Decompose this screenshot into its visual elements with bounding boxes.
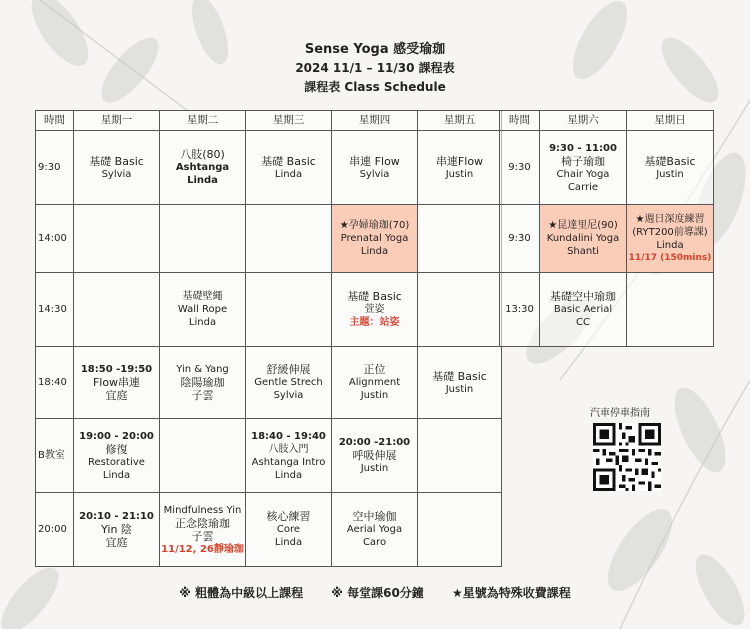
class-time: 18:50 -19:50 [80,364,153,375]
col-header-time: 時間 [36,111,74,131]
table-row-1430 [36,273,502,347]
time-cell: B教室 [36,419,74,493]
instructor: CC [576,317,590,328]
instructor: 子雲 [191,389,214,402]
class-name: 基礎壁繩 [182,291,223,302]
class-name: 基礎 Basic [261,154,316,168]
class-name: 基礎空中瑜珈 [550,290,616,303]
class-cell [332,419,418,493]
col-header-sat: 星期六 [540,111,627,131]
col-header-sun: 星期日 [627,111,714,131]
class-cell [160,493,246,567]
time-cell: 13:30 [500,273,540,347]
class-cell [74,493,160,567]
weekday-header-row [36,111,502,131]
time-cell: 9:30 [500,205,540,273]
date-range: 2024 11/1 – 11/30 課程表 [295,61,455,75]
class-cell [332,131,418,205]
time-cell: 9:30 [36,131,74,205]
class-name-en: Yin & Yang [176,364,229,375]
class-cell [74,131,160,205]
class-cell [74,419,160,493]
class-name-en: Gentle Strech [254,377,323,388]
class-name-en: Chair Yoga [556,168,610,180]
class-name: 基礎 Basic [432,369,487,383]
class-name: 陰陽瑜珈 [180,376,225,389]
note-special-fee: ★星號為特殊收費課程 [452,586,571,600]
class-theme-note: 主題：站姿 [349,317,400,328]
time-cell: 18:40 [36,347,74,419]
table-row-weekend-1 [500,131,714,205]
class-name: 修復 [105,442,128,456]
class-cell [246,347,332,419]
time-cell: 14:30 [36,273,74,347]
class-time: 19:00 - 20:00 [79,430,154,442]
class-name: ★孕婦瑜珈(70) [339,220,410,231]
class-cell [332,347,418,419]
qr-code-icon[interactable] [593,423,661,491]
class-cell [540,131,627,205]
instructor: Justin [445,383,474,395]
class-name: 正念陰瑜珈 [175,516,230,530]
col-header-tue: 星期二 [160,111,246,131]
class-date-note: 11/12, 26靜瑜珈 [161,543,244,555]
note-class-duration: ※ 每堂課60分鐘 [331,586,424,600]
class-name: ★昆達里尼(90) [548,220,618,231]
instructor: 宜庭 [105,389,128,402]
class-name: ★週日深度練習 [635,213,705,225]
class-cell-special [332,205,418,273]
time-cell: 9:30 [500,131,540,205]
instructor: Justin [360,390,389,401]
class-cell [160,347,246,419]
table-row-0930 [36,131,502,205]
instructor: Justin [445,168,474,180]
weekend-header-row [500,111,714,131]
class-subtitle: (RYT200前導課) [632,226,708,238]
class-cell [74,347,160,419]
empty-cell [160,419,246,493]
weekday-schedule-table [35,110,502,567]
class-name-en: Restorative [88,456,145,468]
class-cell [160,131,246,205]
table-row-room-b [36,419,502,493]
instructor: Shanti [567,246,599,257]
instructor: Linda [656,239,684,251]
class-time: 18:40 - 19:40 [251,430,326,442]
table-row-1400 [36,205,502,273]
class-cell [246,419,332,493]
class-cell [540,273,627,347]
class-name: 串連Flow [435,154,484,168]
col-header-time: 時間 [500,111,540,131]
table-row-weekend-3 [500,273,714,347]
class-name: 基礎Basic [644,154,696,168]
class-cell [246,131,332,205]
instructor: Sylvia [273,390,304,401]
class-name: 基礎 Basic [347,290,402,303]
class-cell-special [627,205,714,273]
class-name: 基礎 Basic [89,154,144,168]
class-name: 正位 [363,363,386,376]
instructor: Sylvia [101,168,132,180]
class-name: Yin 陰 [101,523,132,536]
empty-cell [418,493,502,567]
table-row-weekend-2 [500,205,714,273]
instructor: 宜庭 [105,536,128,549]
footer-notes [0,584,750,601]
instructor: 子雲 [191,529,214,543]
weekend-schedule-table [499,110,714,347]
instructor: Linda [188,317,217,328]
class-name: 空中瑜伽 [352,510,397,523]
instructor: Linda [274,537,303,548]
empty-cell [246,273,332,347]
instructor: Linda [274,168,303,180]
class-time: 20:00 -21:00 [338,437,411,448]
class-name-en: Alignment [348,377,401,388]
col-header-mon: 星期一 [74,111,160,131]
empty-cell [418,419,502,493]
time-cell: 14:00 [36,205,74,273]
class-name-en: Aerial Yoga [346,524,403,535]
instructor: Justin [656,168,684,180]
instructor: Linda [187,175,218,186]
class-cell [332,493,418,567]
class-name: 椅子瑜珈 [561,154,605,168]
class-cell [418,347,502,419]
empty-cell [160,205,246,273]
empty-cell [246,205,332,273]
class-time: 20:10 - 21:10 [79,511,154,522]
instructor: Linda [360,246,389,257]
instructor: Sylvia [359,168,390,180]
parking-guide-label: 汽車停車指南 [590,408,650,419]
class-cell [332,273,418,347]
class-cell [160,273,246,347]
schedule-title: 課程表 Class Schedule [304,80,446,94]
class-cell [627,131,714,205]
class-name-en: Prenatal Yoga [340,233,409,244]
class-name-en: Ashtanga [175,162,230,173]
class-name-en: Core [276,524,301,535]
instructor: Linda [102,469,131,481]
class-name-en: Ashtanga Intro [251,456,326,468]
class-cell-special [540,205,627,273]
class-name-en: Kundalini Yoga [546,233,620,244]
empty-cell [418,205,502,273]
class-name-en: Mindfulness Yin [163,504,242,516]
col-header-thu: 星期四 [332,111,418,131]
table-row-2000 [36,493,502,567]
class-name-en: Basic Aerial [553,304,613,315]
studio-title: Sense Yoga 感受瑜珈 [304,42,446,57]
instructor: Justin [360,463,389,474]
table-row-1840 [36,347,502,419]
instructor: Caro [362,537,387,548]
col-header-fri: 星期五 [418,111,502,131]
page-header [0,40,750,97]
class-time: 9:30 - 11:00 [549,142,617,154]
empty-cell [627,273,714,347]
class-name: 呼吸伸展 [352,449,397,462]
class-name: 八肢入門 [268,443,309,455]
instructor: 萱姿 [364,304,385,315]
instructor: Linda [274,469,303,481]
class-name: Flow串連 [92,376,141,389]
class-name: 舒緩伸展 [266,363,311,376]
class-name: 串連 Flow [349,154,400,168]
class-name-en: Wall Rope [177,304,228,315]
note-bold-intermediate: ※ 粗體為中級以上課程 [179,586,304,600]
class-date-note: 11/17 (150mins) [628,252,712,263]
class-cell [246,493,332,567]
time-cell: 20:00 [36,493,74,567]
instructor: Carrie [567,181,599,193]
class-cell [418,131,502,205]
class-name: 核心練習 [266,510,311,523]
empty-cell [74,273,160,347]
empty-cell [418,273,502,347]
class-name: 八肢(80) [180,148,225,161]
col-header-wed: 星期三 [246,111,332,131]
empty-cell [74,205,160,273]
